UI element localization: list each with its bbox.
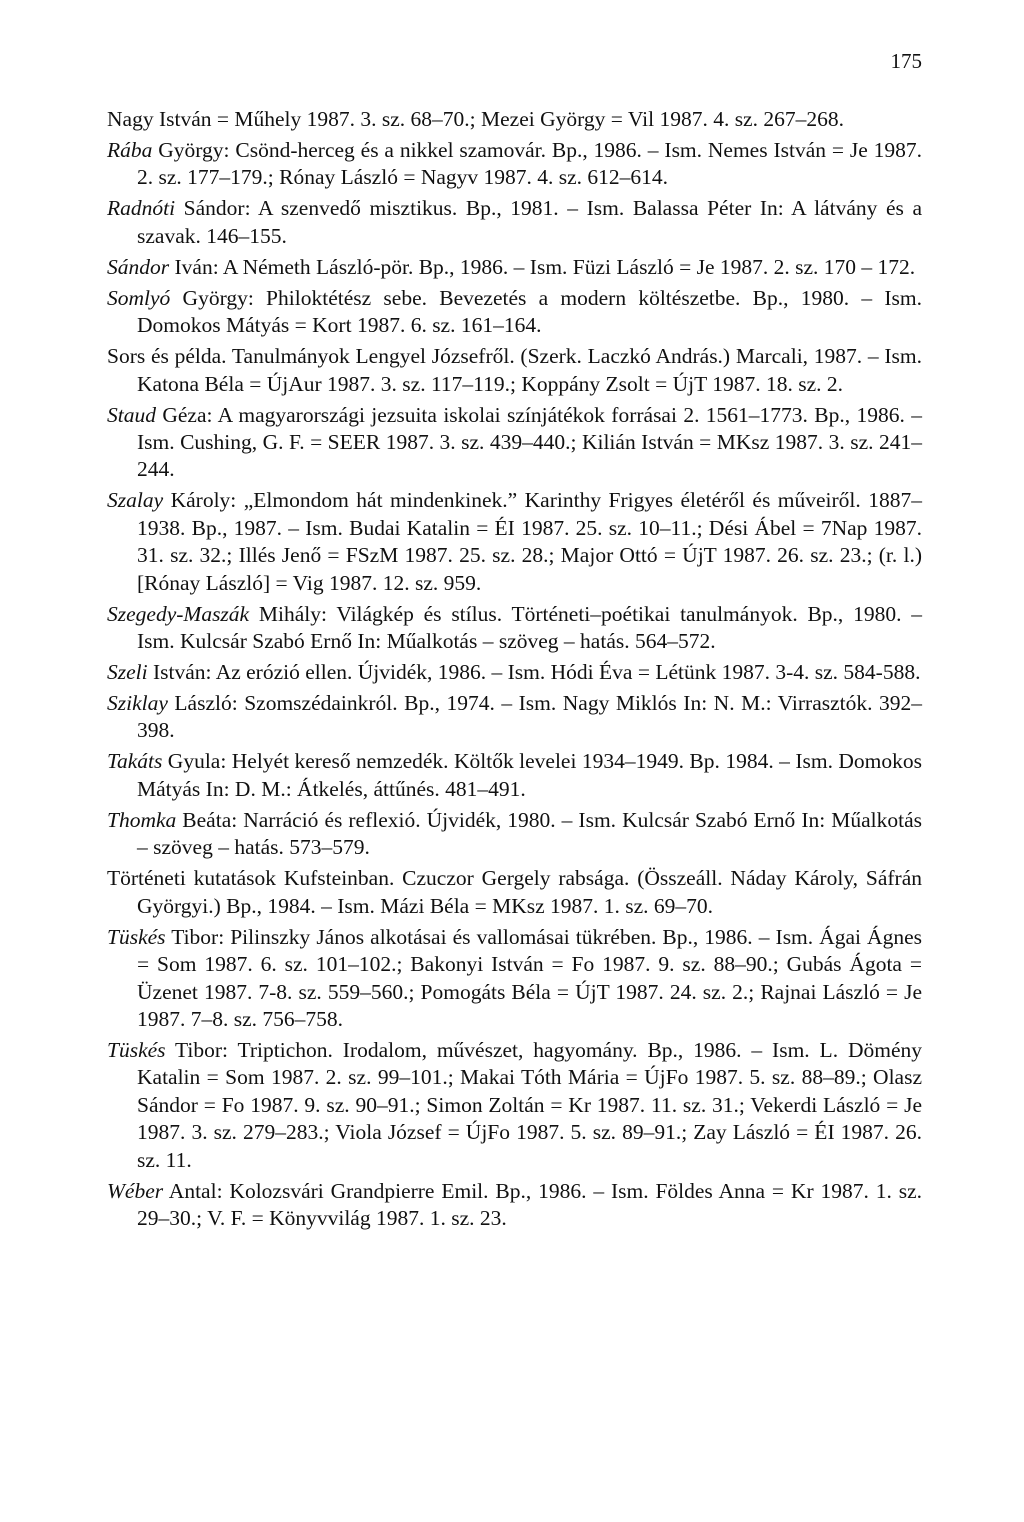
entry-author: Sziklay: [107, 691, 168, 716]
bibliography-entry: [107, 748, 922, 803]
entry-author: Sándor: [107, 254, 170, 279]
bibliography-entry: [107, 402, 922, 484]
bibliography-entry: [107, 924, 922, 1034]
bibliography-entry: [107, 254, 922, 281]
bibliography-entry: [107, 106, 922, 133]
entry-author: Tüskés: [107, 924, 166, 949]
entry-author: Wéber: [107, 1178, 164, 1203]
bibliography-entry: [107, 285, 922, 340]
bibliography-entry: [107, 195, 922, 250]
entry-author: Somlyó: [107, 285, 171, 310]
bibliography-entry: [107, 659, 922, 686]
entry-author: Szalay: [107, 488, 164, 513]
bibliography-entry: [107, 343, 922, 398]
entry-text: László: Szomszédainkról. Bp., 1974. – Ism. Nagy Miklós In: N. M.: Virrasztók. 392–398.: [137, 691, 922, 743]
entry-text: Történeti kutatások Kufsteinban. Czuczor Gergely rabsága. (Összeáll. Náday Károly, Sáfrán Györgyi.) Bp., 1984. – Ism. Mázi Béla = MKsz 1987. 1. sz. 69–70.: [107, 866, 922, 918]
entry-text: Károly: „Elmondom hát mindenkinek.” Karinthy Frigyes életéről és műveiről. 1887–1938. Bp., 1987. – Ism. Budai Katalin = ÉI 1987. 25. sz. 10–11.; Dési Ábel = 7Nap 1987. 31. sz. 32.; Illés Jenő = FSzM 1987. 25. sz. 28.; Major Ottó = ÚjT 1987. 26. sz. 23.; (r. l.) [Rónay László] = Vig 1987. 12. sz. 959.: [137, 488, 922, 595]
entry-text: Gyula: Helyét kereső nemzedék. Költők levelei 1934–1949. Bp. 1984. – Ism. Domokos Mátyás In: D. M.: Átkelés, áttűnés. 481–491.: [137, 749, 922, 801]
bibliography-entry: [107, 487, 922, 597]
entry-text: Mihály: Világkép és stílus. Történeti–poétikai tanulmányok. Bp., 1980. – Ism. Kulcsár Szabó Ernő In: Műalkotás – szöveg – hatás. 564–572.: [137, 601, 922, 654]
entry-text: Beáta: Narráció és reflexió. Újvidék, 1980. – Ism. Kulcsár Szabó Ernő In: Műalkotás – szöveg – hatás. 573–579.: [137, 807, 922, 860]
entry-text: Tibor: Pilinszky János alkotásai és vallomásai tükrében. Bp., 1986. – Ism. Ágai Ágnes = Som 1987. 6. sz. 101–102.; Bakonyi István = Fo 1987. 9. sz. 88–90.; Gubás Ágota = Üzenet 1987. 7-8. sz. 559–560.; Pomogáts Béla = ÚjT 1987. 24. sz. 2.; Rajnai László = Je 1987. 7–8. sz. 756–758.: [137, 924, 922, 1031]
bibliography-entry: [107, 690, 922, 745]
entry-text: Géza: A magyarországi jezsuita iskolai színjátékok forrásai 2. 1561–1773. Bp., 1986. – Ism. Cushing, G. F. = SEER 1987. 3. sz. 439–440.; Kilián István = MKsz 1987. 3. sz. 241–244.: [137, 402, 922, 482]
entry-author: Staud: [107, 402, 156, 427]
bibliography-entry: [107, 601, 922, 656]
entry-author: Szegedy-Maszák: [107, 601, 250, 626]
entry-author: Rába: [107, 138, 153, 162]
entry-text: Iván: A Németh László-pör. Bp., 1986. – Ism. Füzi László = Je 1987. 2. sz. 170 – 172.: [169, 254, 916, 279]
entry-text: Nagy István = Műhely 1987. 3. sz. 68–70.; Mezei György = Vil 1987. 4. sz. 267–268.: [107, 107, 844, 131]
bibliography-list: [107, 106, 922, 1236]
bibliography-entry: [107, 807, 922, 862]
entry-text: György: Csönd-herceg és a nikkel szamovár. Bp., 1986. – Ism. Nemes István = Je 1987. 2. sz. 177–179.; Rónay László = Nagyv 1987. 4. sz. 612–614.: [137, 138, 922, 190]
entry-text: Sors és példa. Tanulmányok Lengyel Józsefről. (Szerk. Laczkó András.) Marcali, 1987. – Ism. Katona Béla = ÚjAur 1987. 3. sz. 117–119.; Koppány Zsolt = ÚjT 1987. 18. sz. 2.: [107, 344, 922, 396]
bibliography-entry: [107, 137, 922, 192]
entry-text: Sándor: A szenvedő misztikus. Bp., 1981. – Ism. Balassa Péter In: A látvány és a szavak. 146–155.: [137, 196, 922, 248]
entry-text: Tibor: Triptichon. Irodalom, művészet, hagyomány. Bp., 1986. – Ism. L. Dömény Katalin = Som 1987. 2. sz. 99–101.; Makai Tóth Mária = ÚjFo 1987. 5. sz. 88–89.; Olasz Sándor = Fo 1987. 9. sz. 90–91.; Simon Zoltán = Kr 1987. 11. sz. 31.; Vekerdi László = Je 1987. 3. sz. 279–283.; Viola József = ÚjFo 1987. 5. sz. 89–91.; Zay László = ÉI 1987. 26. sz. 11.: [137, 1037, 922, 1172]
bibliography-entry: [107, 865, 922, 920]
bibliography-entry: [107, 1178, 922, 1233]
entry-author: Radnóti: [107, 196, 176, 221]
entry-text: István: Az erózió ellen. Újvidék, 1986. – Ism. Hódi Éva = Létünk 1987. 3-4. sz. 584-588.: [147, 660, 921, 685]
entry-author: Szeli: [107, 660, 148, 685]
entry-author: Thomka: [107, 807, 177, 832]
entry-text: Antal: Kolozsvári Grandpierre Emil. Bp., 1986. – Ism. Földes Anna = Kr 1987. 1. sz. 29–30.; V. F. = Könyvvilág 1987. 1. sz. 23.: [137, 1178, 922, 1230]
bibliography-entry: [107, 1037, 922, 1174]
entry-author: Tüskés: [107, 1037, 166, 1062]
page-number: 175: [890, 49, 922, 73]
entry-author: Takáts: [107, 749, 163, 774]
entry-text: György: Philoktétész sebe. Bevezetés a modern költészetbe. Bp., 1980. – Ism. Domokos Mátyás = Kort 1987. 6. sz. 161–164.: [137, 285, 922, 338]
